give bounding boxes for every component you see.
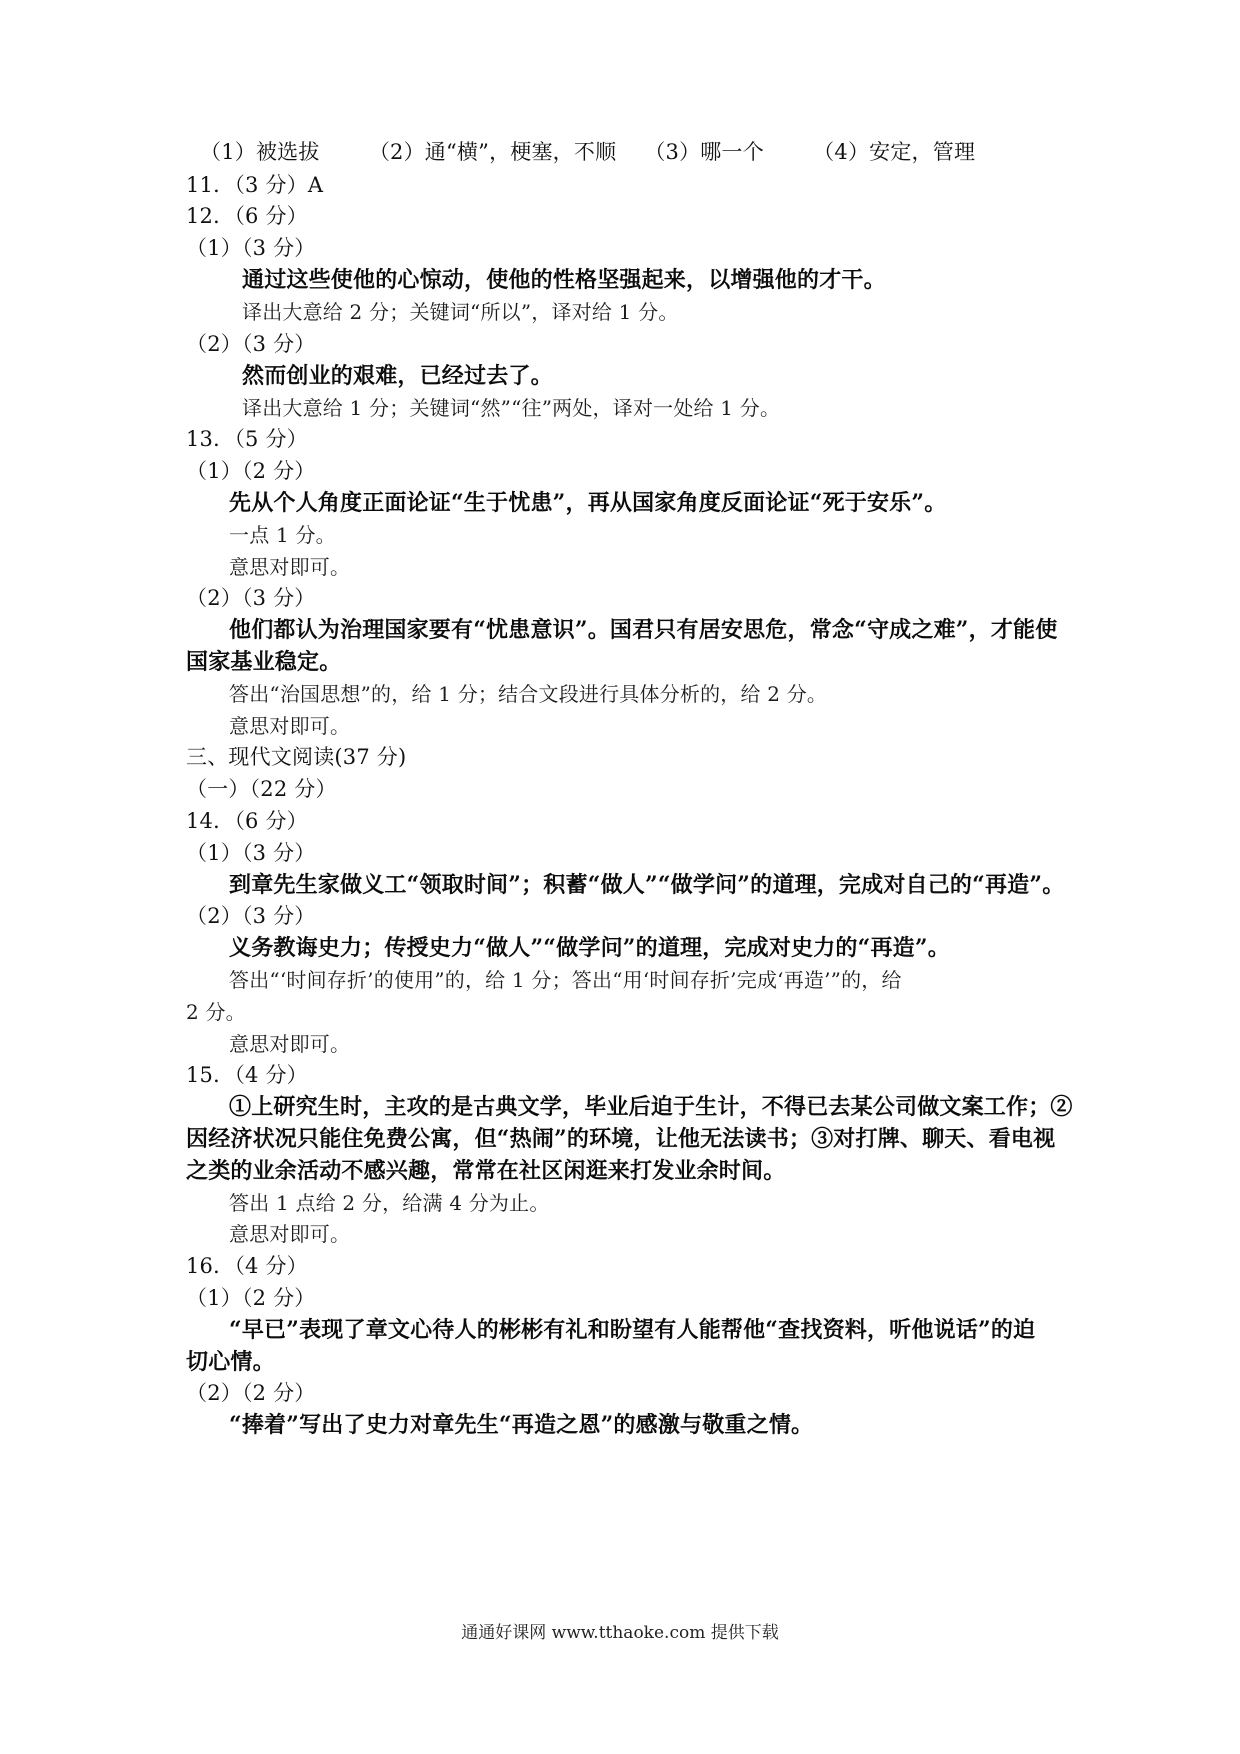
question-16-part-1-answer-line-1: “早已”表现了章文心待人的彬彬有礼和盼望有人能帮他“查找资料，听他说话”的迫 — [229, 1317, 1036, 1343]
question-13-part-1-note: 意思对即可。 — [229, 555, 351, 579]
question-13-part-1-heading: （1）（2 分） — [186, 459, 316, 483]
question-16-heading: 16．（4 分） — [186, 1254, 308, 1278]
section-3-heading: 三、现代文阅读(37 分) — [186, 745, 407, 769]
question-16-part-1-answer-line-2: 切心情。 — [186, 1349, 275, 1375]
question-14-part-1-answer: 到章先生家做义工“领取时间”；积蓄“做人”“做学问”的道理，完成对自己的“再造”。 — [229, 872, 1065, 898]
question-12-part-2-answer: 然而创业的艰难，已经过去了。 — [242, 363, 553, 389]
question-14-part-2-answer: 义务教诲史力；传授史力“做人”“做学问”的道理，完成对史力的“再造”。 — [229, 935, 950, 961]
question-13-part-1-answer: 先从个人角度正面论证“生于忧患”，再从国家角度反面论证“死于安乐”。 — [229, 490, 947, 516]
question-14-part-2-heading: （2）（3 分） — [186, 904, 316, 928]
question-13-heading: 13．（5 分） — [186, 427, 308, 451]
question-12-part-2-heading: （2）（3 分） — [186, 332, 316, 356]
question-16-part-1-heading: （1）（2 分） — [186, 1286, 316, 1310]
question-12-part-1-scoring: 译出大意给 2 分；关键词“所以”，译对给 1 分。 — [242, 300, 679, 324]
question-15-answer-line-2: 因经济状况只能住免费公寓，但“热闹”的环境，让他无法读书；③对打牌、聊天、看电视 — [186, 1126, 1056, 1152]
question-12-part-1-answer: 通过这些使他的心惊动，使他的性格坚强起来，以增强他的才干。 — [242, 267, 886, 293]
question-14-part-1-heading: （1）（3 分） — [186, 841, 316, 865]
question-14-part-2-scoring-line-1: 答出“‘时间存折’的使用”的，给 1 分；答出“用‘时间存折’完成‘再造’”的，给 — [229, 968, 902, 992]
footer-download-notice: 通通好课网 www.tthaoke.com 提供下载 — [461, 1623, 779, 1643]
question-13-part-2-heading: （2）（3 分） — [186, 586, 316, 610]
question-15-answer-line-3: 之类的业余活动不感兴趣，常常在社区闲逛来打发业余时间。 — [186, 1158, 786, 1184]
question-11-heading: 11．（3 分）A — [186, 173, 324, 197]
question-15-heading: 15．（4 分） — [186, 1063, 308, 1087]
question-13-part-1-scoring: 一点 1 分。 — [229, 523, 336, 547]
question-12-heading: 12．（6 分） — [186, 204, 308, 228]
question-14-part-2-note: 意思对即可。 — [229, 1032, 351, 1056]
question-13-part-2-scoring: 答出“治国思想”的，给 1 分；结合文段进行具体分析的，给 2 分。 — [229, 682, 828, 706]
question-16-part-2-heading: （2）（2 分） — [186, 1381, 316, 1405]
question-14-part-2-scoring-line-2: 2 分。 — [186, 1000, 246, 1024]
question-12-part-2-scoring: 译出大意给 1 分；关键词“然”“往”两处，译对一处给 1 分。 — [242, 396, 781, 420]
question-12-part-1-heading: （1）（3 分） — [186, 236, 316, 260]
question-16-part-2-answer: “捧着”写出了史力对章先生“再造之恩”的感激与敬重之情。 — [229, 1412, 814, 1438]
question-15-scoring: 答出 1 点给 2 分，给满 4 分为止。 — [229, 1191, 550, 1215]
question-15-answer-line-1: ①上研究生时，主攻的是古典文学，毕业后迫于生计，不得已去某公司做文案工作；② — [229, 1094, 1073, 1120]
section-3-part-1-heading: （一）（22 分） — [186, 777, 337, 801]
question-13-part-2-answer-line-2: 国家基业稳定。 — [186, 649, 342, 675]
answer-10-choices: （1）被选拔 （2）通“横”，梗塞，不顺 （3）哪一个 （4）安定，管理 — [200, 140, 976, 164]
question-13-part-2-answer-line-1: 他们都认为治理国家要有“忧患意识”。国君只有居安思危，常念“守成之难”，才能使 — [229, 617, 1058, 643]
question-14-heading: 14．（6 分） — [186, 809, 308, 833]
question-13-part-2-note: 意思对即可。 — [229, 714, 351, 738]
question-15-note: 意思对即可。 — [229, 1222, 351, 1246]
